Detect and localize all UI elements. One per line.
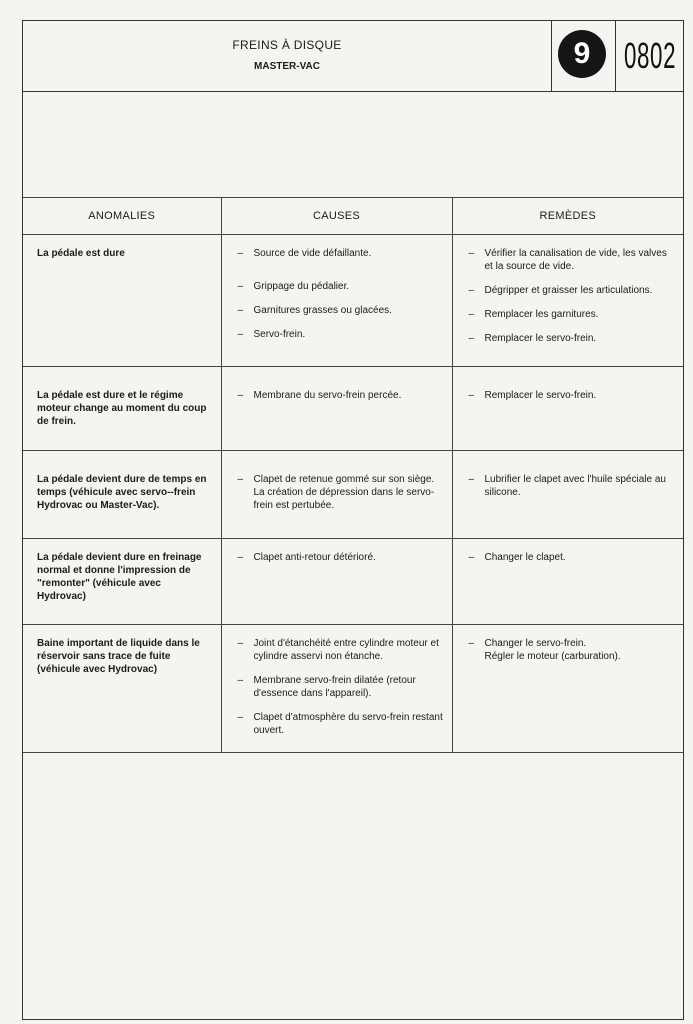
remedies-list [453,539,684,585]
anomaly-cell [23,539,221,625]
cause-item: – Clapet d'atmosphère du servo-frein restant ouvert. [238,711,444,737]
cause-item: – Joint d'étanchéité entre cylindre moteur et cylindre asservi non étanche. [238,637,444,663]
table-header-row [23,198,683,235]
remedies-cell [452,235,683,367]
header [23,21,683,92]
anomaly-text: Baine important de liquide dans le réservoir sans trace de fuite (véhicule avec Hydrovac) [37,638,200,675]
table-row [23,625,683,753]
table-row [23,539,683,625]
cause-item: – Garnitures grasses ou glacées. [238,304,444,317]
remedies-list [453,235,684,366]
causes-list [222,235,452,362]
causes-list [222,367,452,423]
column-header-anomalies: ANOMALIES [23,198,221,235]
page-title: FREINS À DISQUE [232,38,342,52]
remedies-cell [452,367,683,451]
column-header-remedies: REMÈDES [452,198,683,235]
remedy-item: – Lubrifier le clapet avec l'huile spéciale au silicone. [469,473,676,499]
remedies-cell [452,625,683,753]
anomaly-cell [23,235,221,367]
page-code-cell [615,21,684,91]
causes-list [222,625,452,747]
anomaly-text: La pédale devient dure de temps en temps (véhicule avec servo--frein Hydrovac ou Master-Vac). [37,474,207,511]
cause-item: – Source de vide défaillante. [238,247,444,260]
causes-cell [221,625,452,753]
remedy-item: – Changer le clapet. [469,551,676,564]
causes-cell [221,235,452,367]
causes-cell [221,367,452,451]
column-header-causes: CAUSES [221,198,452,235]
anomaly-cell [23,451,221,539]
remedies-list [453,625,684,684]
remedies-list [453,451,684,520]
causes-cell [221,451,452,539]
causes-list [222,451,452,533]
cause-item: – Clapet de retenue gommé sur son siège. La création de dépression dans le servo-frein est pertubée. [238,473,444,512]
cause-item: – Servo-frein. [238,328,444,341]
remedy-item: – Dégripper et graisser les articulations. [469,284,676,297]
causes-cell [221,539,452,625]
remedies-cell [452,451,683,539]
section-badge-cell [551,21,616,91]
anomaly-text: La pédale est dure et le régime moteur change au moment du coup de frein. [37,390,207,427]
section-number-badge: 9 [558,30,606,78]
table-row [23,367,683,451]
page-subtitle: MASTER-VAC [254,61,320,72]
troubleshooting-table [23,197,683,753]
remedies-cell [452,539,683,625]
cause-item: – Membrane du servo-frein percée. [238,389,444,402]
table-row [23,451,683,539]
remedy-item: – Changer le servo-frein. [469,637,676,650]
page-code: 0802 [623,35,677,76]
table-row [23,235,683,367]
remedy-item: – Remplacer le servo-frein. [469,389,676,402]
remedy-item: – Remplacer les garnitures. [469,308,676,321]
anomaly-cell [23,625,221,753]
title-box [23,21,551,91]
page-frame [22,20,684,1020]
anomaly-cell [23,367,221,451]
cause-item: – Grippage du pédalier. [238,280,444,293]
remedy-item: – Vérifier la canalisation de vide, les valves et la source de vide. [469,247,676,273]
causes-list [222,539,452,585]
remedies-list [453,367,684,423]
remedy-item: – Remplacer le servo-frein. [469,332,676,345]
anomaly-text: La pédale devient dure en freinage normal et donne l'impression de "remonter" (véhicule avec Hydrovac) [37,552,202,602]
cause-item: – Clapet anti-retour détérioré. [238,551,444,564]
anomaly-text: La pédale est dure [37,248,125,259]
remedy-item: Régler le moteur (carburation). [484,651,621,662]
cause-item: – Membrane servo-frein dilatée (retour d'essence dans l'appareil). [238,674,444,700]
